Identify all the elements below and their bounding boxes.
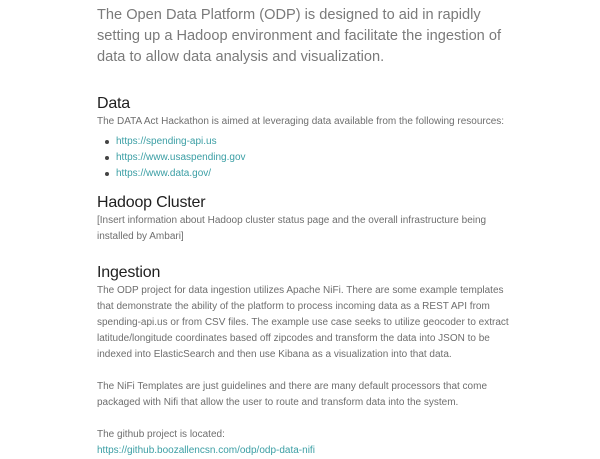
resource-links-list xyxy=(97,134,517,182)
list-item xyxy=(105,134,517,150)
list-item xyxy=(105,150,517,166)
usaspending-link[interactable]: https://www.usaspending.gov xyxy=(116,152,246,163)
hadoop-cluster-heading: Hadoop Cluster xyxy=(97,194,206,211)
ingestion-heading: Ingestion xyxy=(97,264,161,281)
bullet-icon xyxy=(105,140,109,144)
data-description: The DATA Act Hackathon is aimed at leveraging data available from the following resources: xyxy=(97,116,505,127)
intro-paragraph: The Open Data Platform (ODP) is designed to aid in rapidly setting up a Hadoop environment and facilitate the ingestion of data to allow data analysis and visualization. xyxy=(97,7,502,65)
ingestion-paragraph-3: The github project is located: xyxy=(97,429,225,440)
bullet-icon xyxy=(105,156,109,160)
list-item xyxy=(105,166,517,182)
spending-api-link[interactable]: https://spending-api.us xyxy=(116,136,217,147)
ingestion-section xyxy=(97,263,517,459)
data-heading: Data xyxy=(97,95,130,112)
github-project-link[interactable]: https://github.boozallencsn.com/odp/odp-data-nifi xyxy=(97,445,315,456)
ingestion-paragraph-2: The NiFi Templates are just guidelines and there are many default processors that come packaged with Nifi that allow the user to route and transform data into the system. xyxy=(97,381,488,408)
hadoop-cluster-section xyxy=(97,193,517,245)
data-section xyxy=(97,94,517,182)
bullet-icon xyxy=(105,172,109,176)
github-link-line xyxy=(97,443,517,459)
ingestion-paragraph-1: The ODP project for data ingestion utilizes Apache NiFi. There are some example templates that demonstrate the ability of the platform to process incoming data as a REST API from spending-api.us or from CSV files. The example use case seeks to utilize geocoder to extract latitude/longitude coordinates based off zipcodes and transform the data into JSON to be indexed into ElasticSearch and then use Kibana as a visualization into that data. xyxy=(97,285,509,360)
data-gov-link[interactable]: https://www.data.gov/ xyxy=(116,168,212,179)
hadoop-cluster-description: [Insert information about Hadoop cluster status page and the overall infrastructure being installed by Ambari] xyxy=(97,215,487,242)
page-content xyxy=(97,0,517,456)
